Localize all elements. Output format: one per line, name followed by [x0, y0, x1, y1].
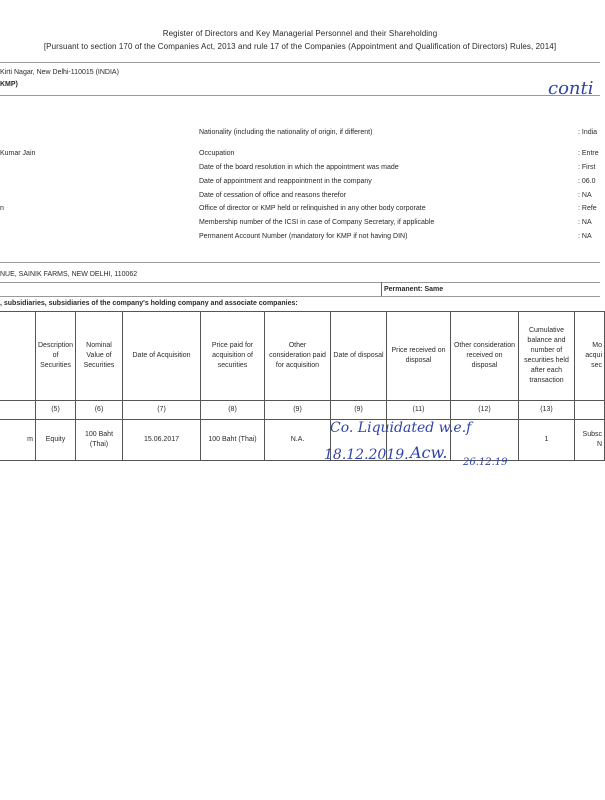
table-cell: 1 [519, 420, 575, 461]
table-number-row [0, 401, 605, 420]
kmp-label: KMP) [0, 81, 18, 88]
table-cell: Equity [36, 420, 76, 461]
present-address: NUE, SAINIK FARMS, NEW DELHI, 110062 [0, 271, 138, 278]
divider [0, 262, 600, 263]
handwritten-conti: conti [548, 78, 594, 99]
director-name: Kumar Jain [0, 150, 36, 157]
detail-label-icsi: Membership number of the ICSI in case of Company Secretary, if applicable [199, 219, 435, 226]
table-cell: (11) [387, 401, 451, 420]
detail-value-icsi: : NA [578, 219, 592, 226]
detail-label-occupation: Occupation [199, 150, 235, 157]
detail-label-board-resolution: Date of the board resolution in which the appointment was made [199, 164, 399, 171]
table-cell [0, 401, 36, 420]
detail-value-other-office: : Refe [578, 205, 597, 212]
table-cell: (7) [123, 401, 201, 420]
address-divider [381, 282, 382, 296]
table-cell: N.A. [265, 420, 331, 461]
handwritten-initials: Acw. [410, 443, 448, 462]
col-header-other-consideration-paid: Other consideration paid for acquisition [265, 312, 331, 401]
table-cell: 100 Baht (Thai) [201, 420, 265, 461]
table-header-row [0, 312, 605, 401]
detail-label-nationality: Nationality (including the nationality of origin, if different) [199, 129, 373, 136]
handwritten-sign-date: 26.12.19 [463, 457, 508, 468]
detail-value-board-resolution: : First [578, 164, 596, 171]
company-address: Kirti Nagar, New Delhi-110015 (INDIA) [0, 69, 119, 76]
table-row [0, 420, 605, 461]
register-subtitle: [Pursuant to section 170 of the Companies Act, 2013 and rule 17 of the Companies (Appointment and Qualification of Directors) Rules, 2014] [43, 42, 557, 51]
col-header-price-paid: Price paid for acquisition of securities [201, 312, 265, 401]
col-header-other-consideration-received: Other consideration received on disposal [451, 312, 519, 401]
detail-value-nationality: : India [578, 129, 598, 136]
table-cell [575, 401, 605, 420]
table-cell: (9) [265, 401, 331, 420]
table-cell: (6) [76, 401, 123, 420]
col-header-mode: Mo acqui sec [575, 312, 605, 401]
col-header-nominal-value: Nominal Value of Securities [76, 312, 123, 401]
handwritten-liquidation-date: 18.12.2019. [324, 447, 409, 463]
table-cell: (8) [201, 401, 265, 420]
col-header-date-acquisition: Date of Acquisition [123, 312, 201, 401]
handwritten-liquidated-note: Co. Liquidated w.e.f [330, 420, 472, 436]
detail-label-other-office: Office of director or KMP held or relinquished in any other body corporate [199, 205, 426, 212]
col-header-description: Description of Securities [36, 312, 76, 401]
table-cell: 15.06.2017 [123, 420, 201, 461]
name-suffix: n [0, 205, 4, 212]
table-cell: (9) [331, 401, 387, 420]
detail-value-appointment-date: : 06.0 [578, 178, 596, 185]
table-cell: (12) [451, 401, 519, 420]
register-title: Register of Directors and Key Managerial Personnel and their Shareholding [162, 29, 438, 38]
col-header-date-disposal: Date of disposal [331, 312, 387, 401]
securities-table [0, 311, 605, 461]
col-header-cumulative-balance: Cumulative balance and number of securities held after each transaction [519, 312, 575, 401]
detail-label-pan: Permanent Account Number (mandatory for KMP if not having DIN) [199, 233, 408, 240]
col-header-price-received: Price received on disposal [387, 312, 451, 401]
table-cell: (5) [36, 401, 76, 420]
divider [0, 296, 600, 297]
col-header-0 [0, 312, 36, 401]
divider [0, 95, 600, 96]
detail-value-cessation: : NA [578, 192, 592, 199]
table-cell: (13) [519, 401, 575, 420]
detail-label-cessation: Date of cessation of office and reasons therefor [199, 192, 346, 199]
section-heading: , subsidiaries, subsidiaries of the company's holding company and associate companies: [0, 300, 298, 307]
divider [0, 62, 600, 63]
detail-value-occupation: : Entre [578, 150, 599, 157]
divider [0, 282, 600, 283]
table-cell: 100 Baht (Thai) [76, 420, 123, 461]
detail-label-appointment-date: Date of appointment and reappointment in the company [199, 178, 372, 185]
permanent-address: Permanent: Same [384, 286, 444, 293]
table-cell: Subsc N [575, 420, 605, 461]
detail-value-pan: : NA [578, 233, 592, 240]
table-cell: m [0, 420, 36, 461]
